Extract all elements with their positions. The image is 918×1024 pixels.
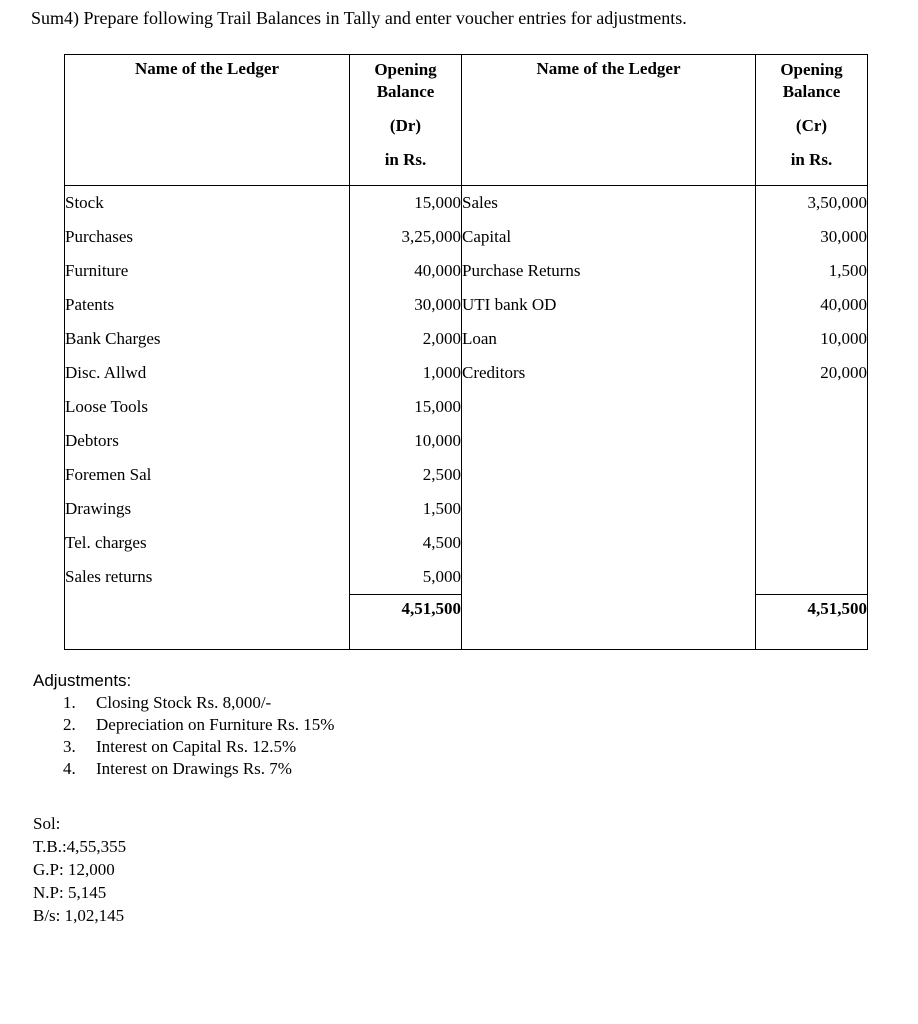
adjustment-item	[63, 692, 334, 714]
adjustment-item	[63, 736, 334, 758]
adjustment-text: Closing Stock Rs. 8,000/-	[96, 693, 272, 712]
header-ledger-name-dr: Name of the Ledger	[65, 55, 350, 186]
table-row	[65, 458, 868, 492]
cr-ledger-name: Capital	[462, 220, 756, 254]
dr-ledger-name: Debtors	[65, 424, 350, 458]
solution-line: N.P: 5,145	[33, 883, 107, 902]
solution-line: T.B.:4,55,355	[33, 837, 127, 856]
cr-ledger-name	[462, 526, 756, 560]
table-row	[65, 322, 868, 356]
cr-ledger-name: Sales	[462, 186, 756, 221]
cr-amount: 1,500	[756, 254, 868, 288]
cr-amount	[756, 390, 868, 424]
cr-ledger-name	[462, 560, 756, 595]
dr-ledger-name: Stock	[65, 186, 350, 221]
total-dr: 4,51,500	[350, 595, 462, 650]
adjustment-item	[63, 758, 334, 780]
header-cr-unit: in Rs.	[790, 150, 833, 169]
dr-ledger-name: Loose Tools	[65, 390, 350, 424]
header-cr-side: (Cr)	[795, 116, 828, 135]
table-row	[65, 254, 868, 288]
dr-ledger-name: Tel. charges	[65, 526, 350, 560]
cr-ledger-name: Loan	[462, 322, 756, 356]
dr-amount: 1,000	[350, 356, 462, 390]
solution-block	[33, 812, 126, 927]
adjustment-number: 3.	[63, 737, 76, 756]
cr-ledger-name	[462, 458, 756, 492]
dr-amount: 30,000	[350, 288, 462, 322]
adjustment-text: Interest on Drawings Rs. 7%	[96, 759, 292, 778]
cr-ledger-name: Creditors	[462, 356, 756, 390]
dr-amount: 15,000	[350, 390, 462, 424]
header-dr-unit: in Rs.	[384, 150, 427, 169]
header-opening-balance-cr	[756, 55, 868, 186]
table-row	[65, 288, 868, 322]
table-row	[65, 492, 868, 526]
cr-ledger-name	[462, 424, 756, 458]
dr-amount: 2,500	[350, 458, 462, 492]
header-cr-line1: Opening	[780, 60, 843, 79]
header-dr-side: (Dr)	[389, 116, 422, 135]
dr-ledger-name: Disc. Allwd	[65, 356, 350, 390]
header-dr-line1: Opening	[374, 60, 437, 79]
cr-amount	[756, 424, 868, 458]
header-opening-balance-dr	[350, 55, 462, 186]
table-row	[65, 356, 868, 390]
adjustment-text: Interest on Capital Rs. 12.5%	[96, 737, 297, 756]
adjustment-number: 2.	[63, 715, 76, 734]
adjustment-item	[63, 714, 334, 736]
dr-amount: 10,000	[350, 424, 462, 458]
cr-ledger-name	[462, 390, 756, 424]
table-total-row	[65, 595, 868, 650]
table-row	[65, 424, 868, 458]
dr-ledger-name: Sales returns	[65, 560, 350, 595]
table-row	[65, 186, 868, 221]
adjustments-heading: Adjustments:	[33, 671, 132, 690]
dr-amount: 15,000	[350, 186, 462, 221]
solution-line: B/s: 1,02,145	[33, 906, 125, 925]
dr-amount: 4,500	[350, 526, 462, 560]
cr-amount	[756, 526, 868, 560]
cr-ledger-name: Purchase Returns	[462, 254, 756, 288]
dr-amount: 1,500	[350, 492, 462, 526]
adjustment-number: 4.	[63, 759, 76, 778]
table-row	[65, 526, 868, 560]
dr-ledger-name: Patents	[65, 288, 350, 322]
cr-amount: 40,000	[756, 288, 868, 322]
header-ledger-name-cr: Name of the Ledger	[462, 55, 756, 186]
cr-amount	[756, 560, 868, 595]
dr-amount: 5,000	[350, 560, 462, 595]
dr-amount: 2,000	[350, 322, 462, 356]
adjustment-text: Depreciation on Furniture Rs. 15%	[96, 715, 335, 734]
dr-ledger-name: Bank Charges	[65, 322, 350, 356]
header-dr-line2: Balance	[376, 82, 435, 101]
dr-ledger-name: Drawings	[65, 492, 350, 526]
table-header-row	[65, 55, 868, 186]
adjustments-list	[63, 692, 334, 780]
dr-ledger-name: Purchases	[65, 220, 350, 254]
dr-amount: 3,25,000	[350, 220, 462, 254]
trial-balance-table	[64, 54, 868, 650]
table-row	[65, 220, 868, 254]
solution-line: G.P: 12,000	[33, 860, 115, 879]
solution-heading: Sol:	[33, 814, 61, 833]
dr-ledger-name: Furniture	[65, 254, 350, 288]
cr-ledger-name: UTI bank OD	[462, 288, 756, 322]
adjustment-number: 1.	[63, 693, 76, 712]
cr-amount: 30,000	[756, 220, 868, 254]
total-cr: 4,51,500	[756, 595, 868, 650]
table-row	[65, 560, 868, 595]
dr-amount: 40,000	[350, 254, 462, 288]
cr-amount	[756, 458, 868, 492]
cr-amount	[756, 492, 868, 526]
header-cr-line2: Balance	[782, 82, 841, 101]
cr-ledger-name	[462, 492, 756, 526]
cr-amount: 3,50,000	[756, 186, 868, 221]
page-title: Sum4) Prepare following Trail Balances in Tally and enter voucher entries for adjustments.	[31, 8, 687, 28]
cr-amount: 10,000	[756, 322, 868, 356]
table-row	[65, 390, 868, 424]
dr-ledger-name: Foremen Sal	[65, 458, 350, 492]
cr-amount: 20,000	[756, 356, 868, 390]
